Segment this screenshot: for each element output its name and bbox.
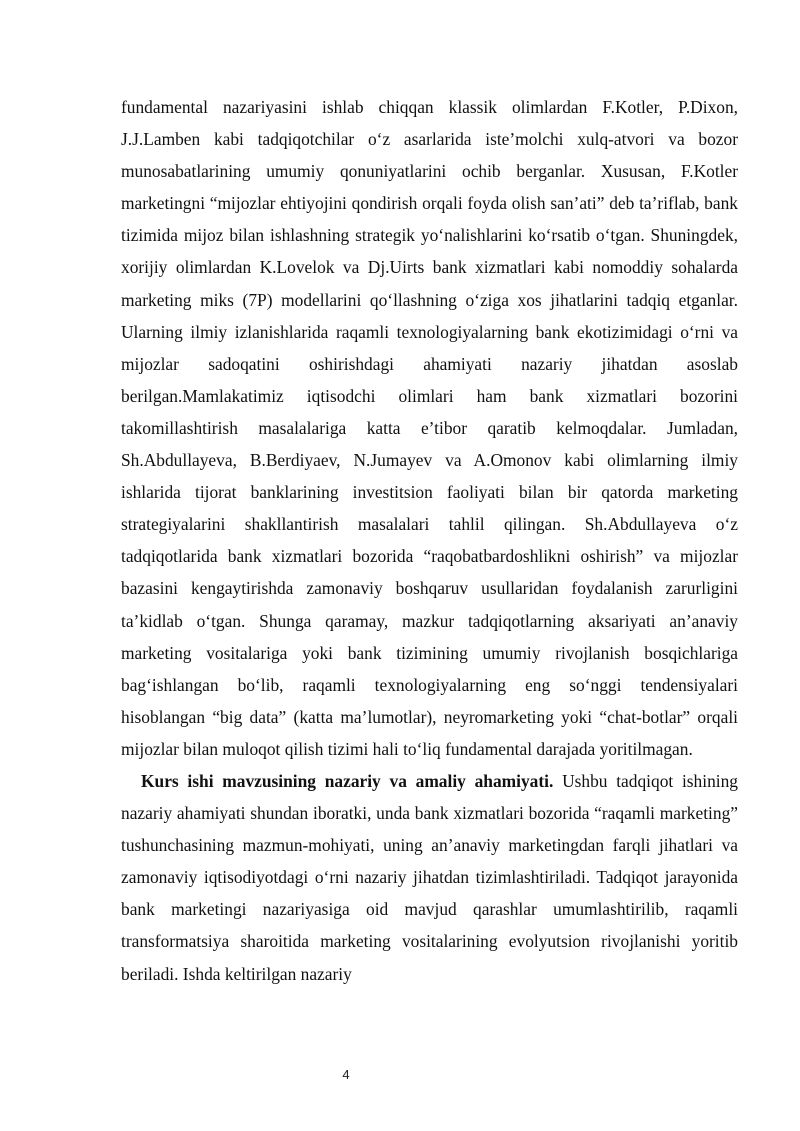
body-paragraph: fundamental nazariyasini ishlab chiqqan klassik olimlardan F.Kotler, P.Dixon, J.J.Lamben kabi tadqiqotchilar o‘z asarlarida iste’molchi xulq-atvori va bozor munosabatlarining umumiy qonuniyatlarini ochib berganlar. Xususan, F.Kotler marketingni “mijozlar ehtiyojini qondirish orqali foyda olish san’ati” deb ta’riflab, bank tizimida mijoz bilan ishlashning strategik yo‘nalishlarini ko‘rsatib o‘tgan. Shuningdek, xorijiy olimlardan K.Lovelok va Dj.Uirts bank xizmatlari kabi nomoddiy sohalarda marketing miks (7P) modellarini qo‘llashning o‘ziga xos jihatlarini tadqiq etganlar. Ularning ilmiy izlanishlarida raqamli texnologiyalarning bank ekotizimidagi o‘rni va mijozlar sadoqatini oshirishdagi ahamiyati nazariy jihatdan asoslab berilgan.Mamlakatimiz iqtisodchi olimlari ham bank xizmatlari bozorini takomillashtirish masalalariga katta e’tibor qaratib kelmoqdalar. Jumladan, Sh.Abdullayeva, B.Berdiyaev, N.Jumayev va A.Omonov kabi olimlarning ilmiy ishlarida tijorat banklarining investitsion faoliyati bilan bir qatorda marketing strategiyalarini shakllantirish masalalari tahlil qilingan. Sh.Abdullayeva o‘z tadqiqotlarida bank xizmatlari bozorida “raqobatbardoshlikni oshirish” va mijozlar bazasini kengaytirishda zamonaviy boshqaruv usullaridan foydalanish zarurligini ta’kidlab o‘tgan. Shunga qaramay, mazkur tadqiqotlarning aksariyati an’anaviy marketing vositalariga yoki bank tizimining umumiy rivojlanish bosqichlariga bag‘ishlangan bo‘lib, raqamli texnologiyalarning eng so‘nggi tendensiyalari hisoblangan “big data” (katta ma’lumotlar), neyromarketing yoki “chat-botlar” orqali mijozlar bilan muloqot qilish tizimi hali to‘liq fundamental darajada yoritilmagan. [121,97,738,759]
body-paragraph-significance [121,765,738,990]
document-page [121,91,738,990]
paragraph-text: Ushbu tadqiqot ishining nazariy ahamiyati shundan iboratki, unda bank xizmatlari bozorida “raqamli marketing” tushunchasining mazmun-mohiyati, uning an’anaviy marketingdan farqli jihatlari va zamonaviy iqtisodiyotdagi o‘rni nazariy jihatdan tizimlashtiriladi. Tadqiqot jarayonida bank marketingi nazariyasiga oid mavjud qarashlar umumlashtirilib, raqamli transformatsiya sharoitida marketing vositalarining evolyutsion rivojlanishi yoritib beriladi. Ishda keltirilgan nazariy [121,770,738,984]
page-number: 4 [342,1067,350,1082]
paragraph-heading: Kurs ishi mavzusining nazariy va amaliy ahamiyati. [141,770,554,791]
